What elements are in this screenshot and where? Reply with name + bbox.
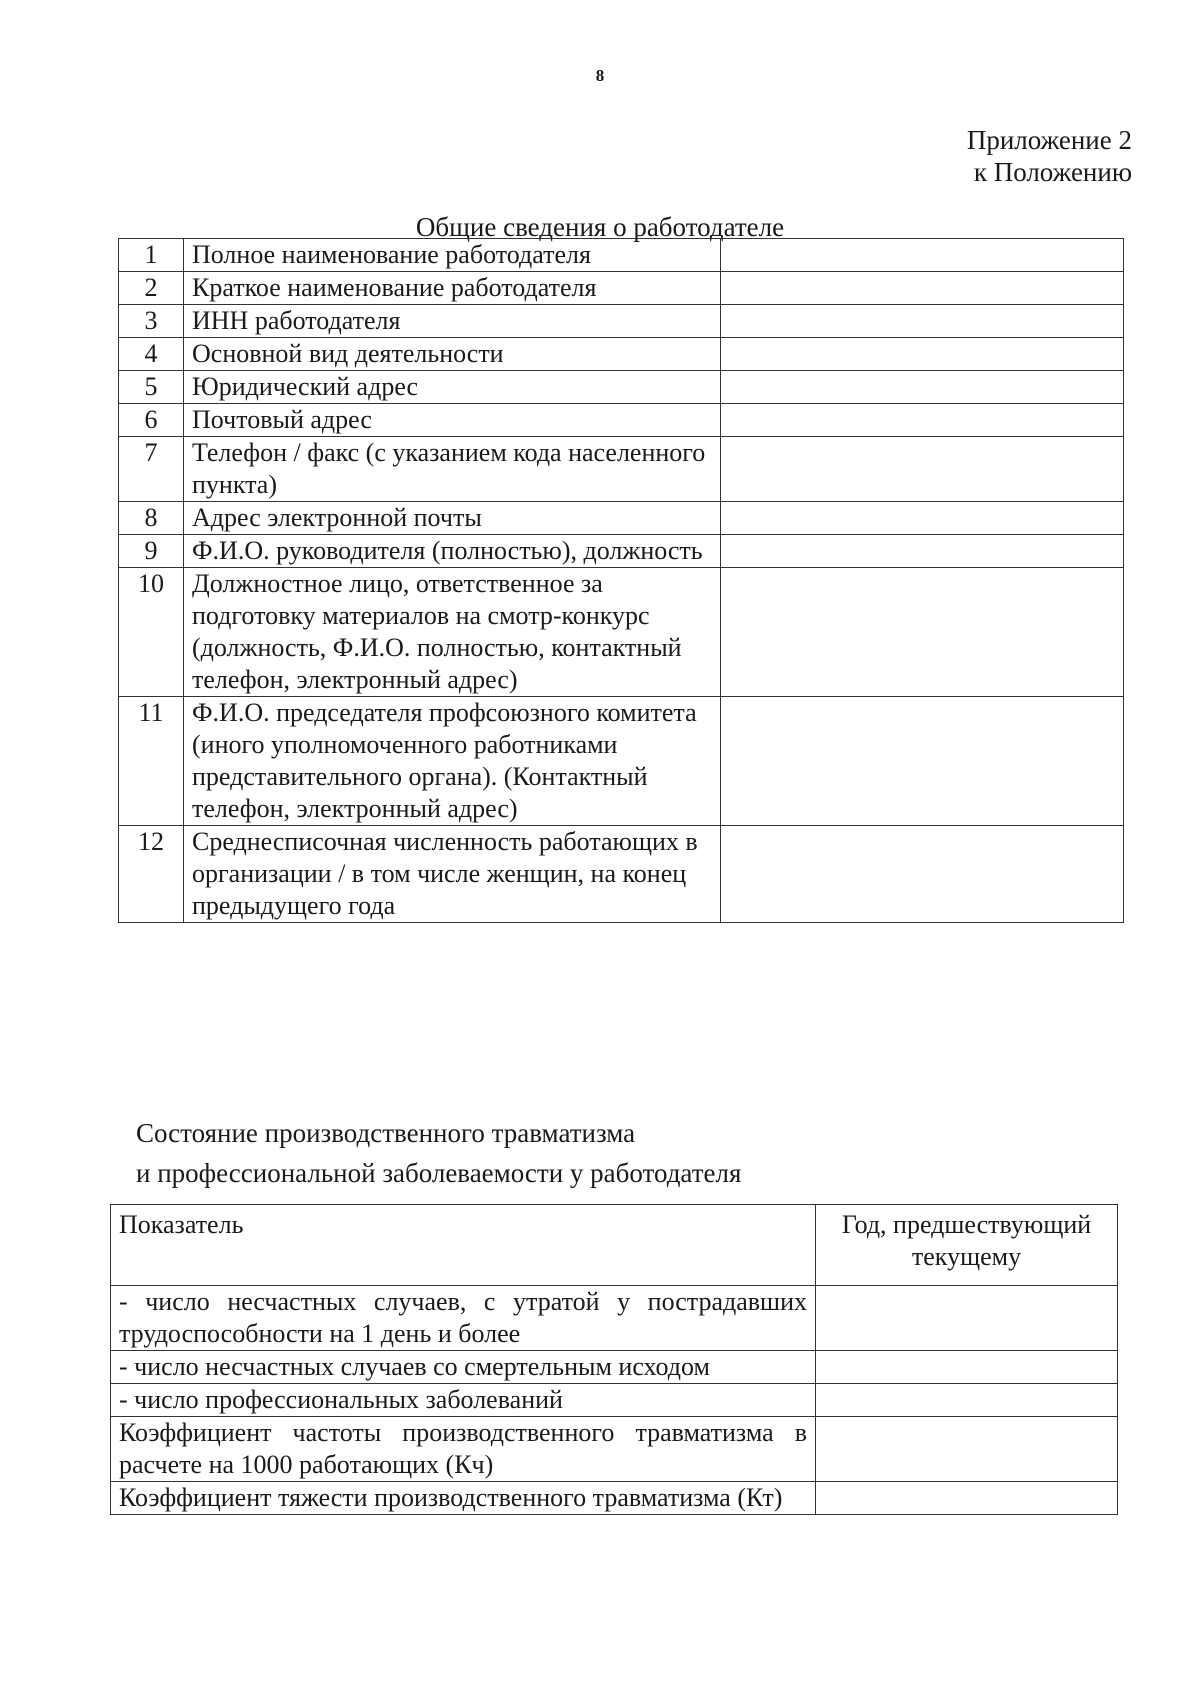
page-number: 8 bbox=[595, 66, 605, 85]
row-value-cell[interactable] bbox=[721, 305, 1124, 338]
year-value-cell[interactable] bbox=[816, 1351, 1118, 1384]
table-row bbox=[119, 239, 1124, 272]
row-number: 2 bbox=[119, 272, 184, 305]
table-row bbox=[119, 502, 1124, 535]
row-label: Телефон / факс (с указанием кода населенного пункта) bbox=[184, 437, 721, 502]
table-row bbox=[111, 1482, 1118, 1515]
row-value-cell[interactable] bbox=[721, 568, 1124, 697]
row-number: 7 bbox=[119, 437, 184, 502]
row-label: Адрес электронной почты bbox=[184, 502, 721, 535]
table-row bbox=[119, 826, 1124, 923]
row-value-cell[interactable] bbox=[721, 535, 1124, 568]
table-row bbox=[111, 1417, 1118, 1482]
row-value-cell[interactable] bbox=[721, 697, 1124, 826]
employer-info-title: Общие сведения о работодателе bbox=[415, 212, 785, 242]
row-value-cell[interactable] bbox=[721, 239, 1124, 272]
table-row bbox=[119, 404, 1124, 437]
row-number: 6 bbox=[119, 404, 184, 437]
table-row bbox=[119, 568, 1124, 697]
row-value-cell[interactable] bbox=[721, 404, 1124, 437]
row-value-cell[interactable] bbox=[721, 502, 1124, 535]
table-row bbox=[119, 272, 1124, 305]
year-value-cell[interactable] bbox=[816, 1384, 1118, 1417]
row-number: 12 bbox=[119, 826, 184, 923]
row-number: 10 bbox=[119, 568, 184, 697]
row-number: 8 bbox=[119, 502, 184, 535]
table-row bbox=[119, 371, 1124, 404]
table-row bbox=[111, 1286, 1118, 1351]
table-row bbox=[111, 1384, 1118, 1417]
row-label: Ф.И.О. председателя профсоюзного комитета (иного уполномоченного работниками представительного органа). (Контактный телефон, электронный адрес) bbox=[184, 697, 721, 826]
row-label: Юридический адрес bbox=[184, 371, 721, 404]
row-number: 5 bbox=[119, 371, 184, 404]
row-label: Ф.И.О. руководителя (полностью), должность bbox=[184, 535, 721, 568]
row-number: 3 bbox=[119, 305, 184, 338]
injury-stats-table bbox=[110, 1204, 1118, 1515]
row-label: Краткое наименование работодателя bbox=[184, 272, 721, 305]
table-row bbox=[119, 535, 1124, 568]
year-value-cell[interactable] bbox=[816, 1286, 1118, 1351]
year-header: Год, предшествующий текущему bbox=[816, 1205, 1118, 1286]
table-row bbox=[119, 697, 1124, 826]
injury-section-title-line-1: Состояние производственного травматизма bbox=[136, 1118, 636, 1148]
row-value-cell[interactable] bbox=[721, 272, 1124, 305]
row-label: Среднесписочная численность работающих в организации / в том числе женщин, на конец предыдущего года bbox=[184, 826, 721, 923]
appendix-heading bbox=[967, 124, 1132, 188]
appendix-line-1: Приложение 2 bbox=[966, 125, 1132, 155]
table-row bbox=[119, 305, 1124, 338]
indicator-label: Коэффициент тяжести производственного травматизма (Кт) bbox=[111, 1482, 816, 1515]
row-number: 9 bbox=[119, 535, 184, 568]
indicator-label: - число профессиональных заболеваний bbox=[111, 1384, 816, 1417]
row-label: Должностное лицо, ответственное за подготовку материалов на смотр-конкурс (должность, Ф.И.О. полностью, контактный телефон, электронный адрес) bbox=[184, 568, 721, 697]
row-value-cell[interactable] bbox=[721, 826, 1124, 923]
row-label: Почтовый адрес bbox=[184, 404, 721, 437]
row-value-cell[interactable] bbox=[721, 371, 1124, 404]
row-number: 11 bbox=[119, 697, 184, 826]
table-row bbox=[111, 1351, 1118, 1384]
indicator-label: - число несчастных случаев со смертельным исходом bbox=[111, 1351, 816, 1384]
appendix-line-2: к Положению bbox=[973, 157, 1132, 187]
row-value-cell[interactable] bbox=[721, 437, 1124, 502]
row-label: Полное наименование работодателя bbox=[184, 239, 721, 272]
injury-section-title-line-2: и профессиональной заболеваемости у работодателя bbox=[136, 1158, 742, 1188]
employer-info-table bbox=[118, 238, 1124, 923]
indicator-header: Показатель bbox=[111, 1205, 816, 1286]
row-number: 1 bbox=[119, 239, 184, 272]
table-row bbox=[119, 338, 1124, 371]
year-value-cell[interactable] bbox=[816, 1482, 1118, 1515]
year-value-cell[interactable] bbox=[816, 1417, 1118, 1482]
row-value-cell[interactable] bbox=[721, 338, 1124, 371]
table-header-row bbox=[111, 1205, 1118, 1286]
row-label: Основной вид деятельности bbox=[184, 338, 721, 371]
row-number: 4 bbox=[119, 338, 184, 371]
indicator-label: Коэффициент частоты производственного травматизма в расчете на 1000 работающих (Кч) bbox=[111, 1417, 816, 1482]
table-row bbox=[119, 437, 1124, 502]
indicator-label: - число несчастных случаев, с утратой у пострадавших трудоспособности на 1 день и более bbox=[111, 1286, 816, 1351]
row-label: ИНН работодателя bbox=[184, 305, 721, 338]
